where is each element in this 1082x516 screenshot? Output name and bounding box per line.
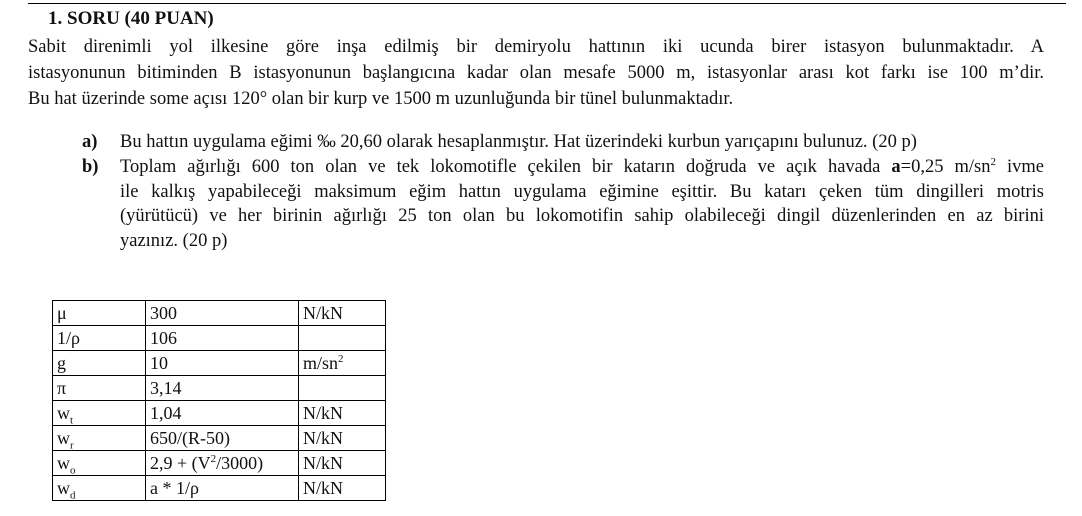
table-row [53,351,386,376]
value-exponent: 2 [210,453,217,465]
subquestion-b-line [120,155,1044,180]
question-title: 1. SORU (40 PUAN) [48,8,214,29]
value-cell: 10 [146,351,299,376]
acceleration-symbol: a [891,157,901,177]
subquestion-b-text: Toplam ağırlığı 600 ton olan ve tek lokomotifle çekilen bir katarın doğruda ve açık havada [120,157,892,177]
table-row [53,401,386,426]
table-row [53,301,386,326]
table-row [53,426,386,451]
acceleration-exponent: 2 [990,155,996,168]
symbol-cell: μ [53,301,146,326]
symbol-text: w [57,403,70,423]
unit-cell [299,376,386,401]
table-row [53,326,386,351]
symbol-subscript: t [70,414,74,427]
unit-exponent: 2 [338,353,344,365]
symbol-cell [53,426,146,451]
unit-cell: N/kN [299,301,386,326]
table-row [53,476,386,501]
value-cell [146,451,299,476]
value-cell: 300 [146,301,299,326]
symbol-cell [53,401,146,426]
value-cell: 650/(R-50) [146,426,299,451]
symbol-text: w [57,453,70,473]
value-cell: 106 [146,326,299,351]
unit-cell: N/kN [299,476,386,501]
symbol-cell: g [53,351,146,376]
value-text: 2,9 + (V [150,453,211,473]
symbol-subscript: d [70,489,76,502]
unit-cell: N/kN [299,426,386,451]
subquestion-b-line: ile kalkış yapabileceği maksimum eğim hattın uygulama eğimine eşittir. Bu katarı çeken tüm dingilleri motris [120,181,1044,202]
symbol-subscript: r [70,439,74,452]
unit-cell [299,351,386,376]
subquestion-b-text: ivme [995,157,1044,177]
value-cell: a * 1/ρ [146,476,299,501]
acceleration-value: =0,25 m/sn [900,157,991,177]
value-cell: 1,04 [146,401,299,426]
subquestion-a-letter: a) [82,132,98,152]
value-text: /3000) [216,453,264,473]
subquestion-a-line: Bu hattın uygulama eğimi ‰ 20,60 olarak hesaplanmıştır. Hat üzerindeki kurbun yarıçapını bulunuz. (20 p) [120,132,917,152]
subquestion-a [82,130,1044,155]
symbol-subscript: o [70,464,76,477]
intro-line: Bu hat üzerinde some açısı 120° olan bir kurp ve 1500 m uzunluğunda bir tünel bulunmaktadır. [28,89,734,109]
table-row [53,376,386,401]
symbol-text: w [57,478,70,498]
subquestion-b-line: (yürütücü) ve her birinin ağırlığı 25 ton olan bu lokomotifin sahip olabileceği dingil düzenlerinden en az birini [120,206,1044,226]
intro-line: istasyonunun bitiminden B istasyonunun başlangıcına kadar olan mesafe 5000 m, istasyonlar arası kot farkı ise 100 m’dir. [28,63,1044,83]
symbol-cell: 1/ρ [53,326,146,351]
unit-cell: N/kN [299,401,386,426]
table-row [53,451,386,476]
intro-line: Sabit direnimli yol ilkesine göre inşa edilmiş bir demiryolu hattının iki ucunda birer istasyon bulunmaktadır. A [28,37,1044,57]
unit-cell [299,326,386,351]
subquestion-b [82,155,1044,253]
subquestion-b-letter: b) [82,157,99,177]
symbol-text: w [57,428,70,448]
unit-text: m/sn [303,353,339,373]
question-intro [28,34,1044,112]
symbol-cell [53,476,146,501]
symbol-cell [53,451,146,476]
value-cell: 3,14 [146,376,299,401]
top-rule [28,3,1066,4]
parameter-table [52,300,386,501]
subquestion-b-line: yazınız. (20 p) [120,230,228,251]
symbol-cell: π [53,376,146,401]
unit-cell: N/kN [299,451,386,476]
